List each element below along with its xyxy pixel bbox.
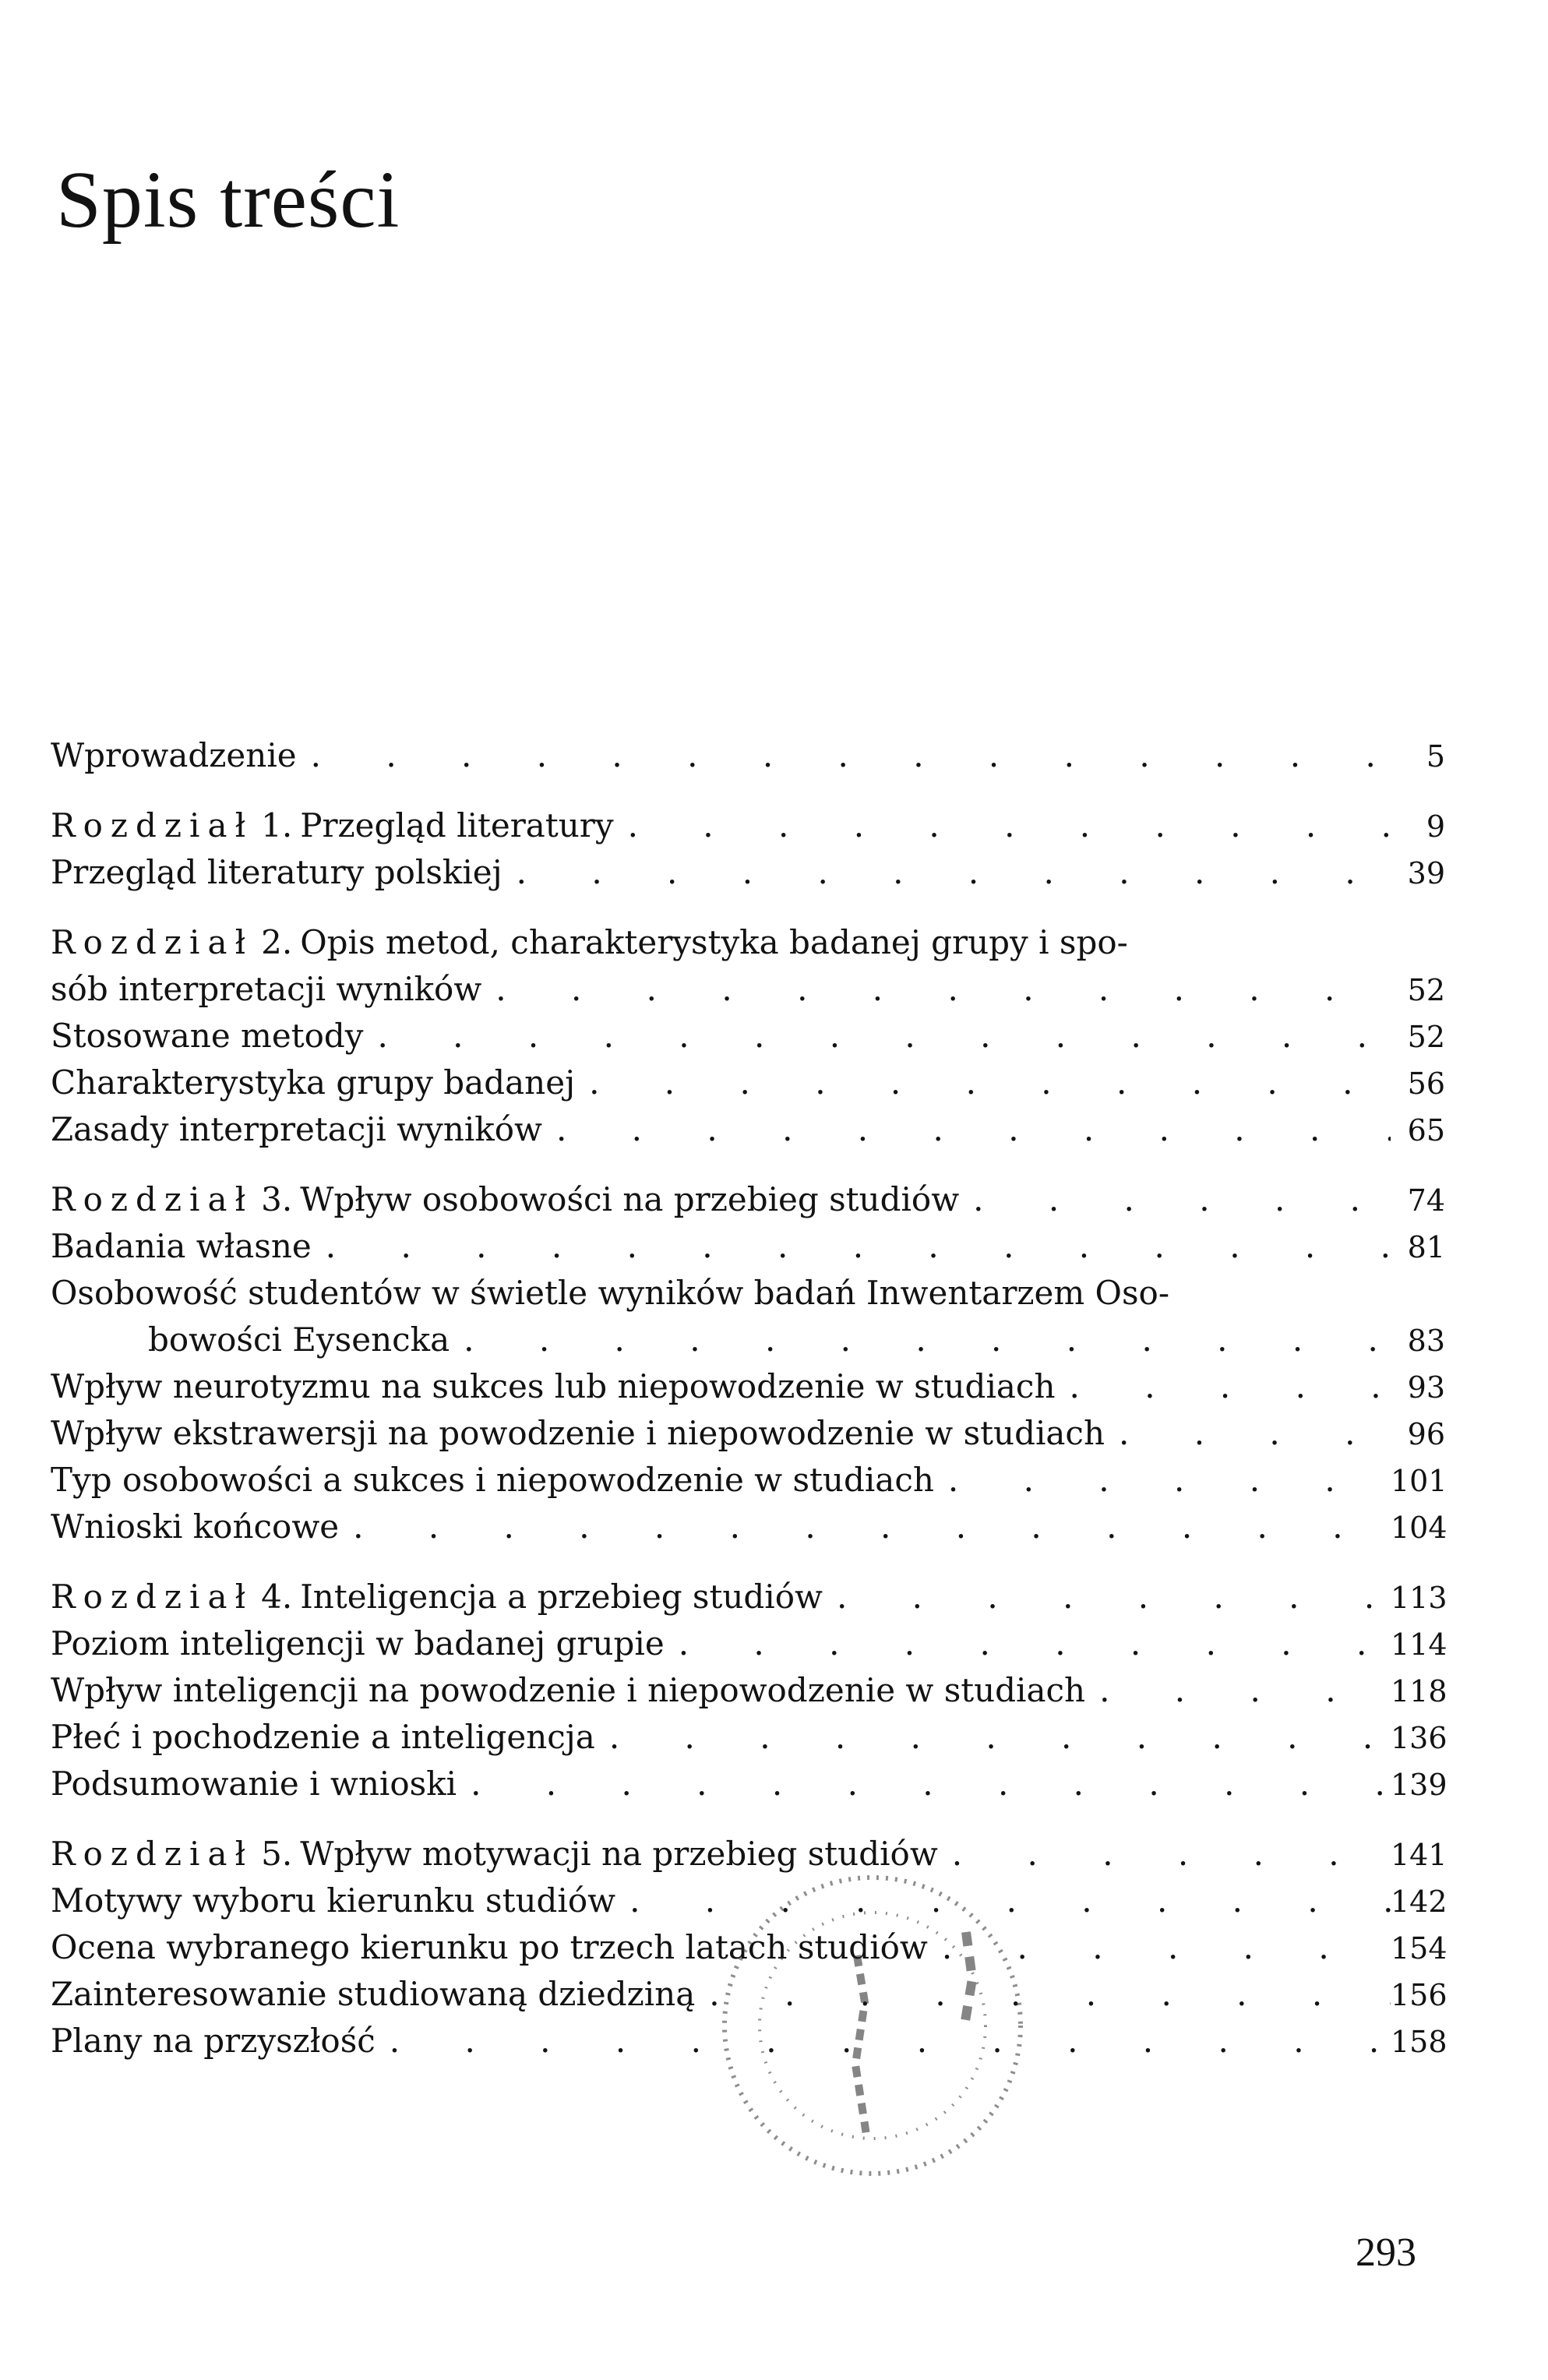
library-stamp-icon	[670, 1807, 1075, 2244]
chapter-number: 1.	[261, 806, 293, 844]
toc-entry	[51, 1504, 1448, 1550]
toc-line	[51, 849, 1445, 896]
dot-leader	[502, 849, 1391, 896]
toc-page-number: 139	[1391, 1768, 1448, 1802]
dot-leader	[297, 732, 1391, 779]
toc-title: Opis metod, charakterystyka badanej grupy i spo-	[300, 923, 1128, 961]
toc-title-continued: sób interpretacji wyników	[51, 970, 482, 1008]
toc-line	[51, 802, 1445, 849]
dot-leader	[823, 1574, 1391, 1620]
toc-entry	[51, 1714, 1448, 1761]
toc-entry	[51, 1457, 1448, 1504]
toc-title: Podsumowanie i wnioski	[51, 1765, 457, 1803]
chapter-label: Rozdział	[51, 1578, 254, 1616]
toc-page-number: 154	[1391, 1931, 1448, 1966]
toc-title: Wpływ neurotyzmu na sukces lub niepowodzenie w studiach	[51, 1367, 1056, 1405]
toc-page-number: 141	[1391, 1838, 1448, 1872]
toc-chapter	[51, 919, 1445, 1013]
dot-leader	[1105, 1410, 1391, 1457]
dot-leader	[575, 1060, 1391, 1106]
chapter-label: Rozdział	[51, 806, 254, 844]
toc-chapter	[51, 1574, 1448, 1620]
toc-title: Motywy wyboru kierunku studiów	[51, 1881, 616, 1920]
toc-line	[51, 1176, 1445, 1223]
dot-leader	[614, 802, 1391, 849]
toc-title: Płeć i pochodzenie a inteligencja	[51, 1718, 595, 1756]
toc-page-number: 65	[1407, 1113, 1445, 1148]
toc-page-number: 52	[1407, 1020, 1445, 1054]
toc-page-number: 83	[1407, 1324, 1445, 1358]
toc-title: Wprowadzenie	[51, 736, 297, 774]
toc-page-number: 9	[1426, 809, 1445, 844]
toc-page-number: 81	[1407, 1230, 1445, 1264]
toc-entry	[51, 1620, 1448, 1667]
dot-leader	[450, 1317, 1391, 1363]
toc-page-number: 101	[1391, 1464, 1448, 1498]
toc-line	[51, 1106, 1445, 1153]
chapter-number: 3.	[261, 1180, 293, 1218]
toc-entry	[51, 1761, 1448, 1807]
dot-leader	[339, 1504, 1391, 1550]
toc-entry	[51, 1013, 1445, 1060]
toc-line	[51, 1761, 1448, 1807]
toc-line	[51, 1574, 1448, 1620]
toc-line	[51, 732, 1445, 779]
toc-chapter	[51, 802, 1445, 849]
toc-page-number: 142	[1391, 1885, 1448, 1919]
toc-title: Poziom inteligencji w badanej grupie	[51, 1624, 665, 1662]
toc-title: Badania własne	[51, 1227, 312, 1265]
toc-line	[51, 1457, 1448, 1504]
toc-line	[51, 1270, 1445, 1317]
chapter-label: Rozdział	[51, 1835, 254, 1873]
toc-title: Ocena wybranego kierunku po trzech latach studiów	[51, 1928, 928, 1966]
toc-title: Plany na przyszłość	[51, 2022, 376, 2060]
page-title: Spis treści	[56, 155, 400, 245]
toc-title-continued: bowości Eysencka	[148, 1320, 450, 1359]
toc-title: Inteligencja a przebieg studiów	[300, 1578, 823, 1616]
toc-page-number: 113	[1391, 1581, 1448, 1615]
toc-page-number: 56	[1407, 1067, 1445, 1101]
dot-leader	[665, 1620, 1391, 1667]
toc-title: Osobowość studentów w świetle wyników badań Inwentarzem Oso-	[51, 1274, 1170, 1312]
page-number: 293	[1356, 2230, 1416, 2275]
toc-entry	[51, 732, 1445, 779]
toc-page-number: 156	[1391, 1978, 1448, 2012]
dot-leader	[363, 1013, 1391, 1060]
toc-title: Wpływ ekstrawersji na powodzenie i niepowodzenie w studiach	[51, 1414, 1105, 1452]
chapter-label: Rozdział	[51, 923, 254, 961]
toc-entry	[51, 1363, 1445, 1410]
toc-line	[51, 1013, 1445, 1060]
toc-entry	[51, 849, 1445, 896]
toc-title: Zasady interpretacji wyników	[51, 1110, 542, 1148]
chapter-label: Rozdział	[51, 1180, 254, 1218]
toc-line	[51, 1504, 1448, 1550]
toc-entry	[51, 1060, 1445, 1106]
dot-leader	[1056, 1363, 1391, 1410]
toc-entry	[51, 1223, 1445, 1270]
toc-title: Wpływ osobowości na przebieg studiów	[300, 1180, 960, 1218]
toc-title: Wnioski końcowe	[51, 1507, 340, 1546]
dot-leader	[934, 1457, 1391, 1504]
toc-page-number: 158	[1391, 2025, 1448, 2059]
toc-page-number: 74	[1407, 1183, 1445, 1218]
toc-entry	[51, 1667, 1448, 1714]
toc-title: Stosowane metody	[51, 1017, 364, 1055]
toc-page-number: 96	[1407, 1417, 1445, 1451]
toc-line	[51, 1620, 1448, 1667]
toc-line	[51, 1410, 1445, 1457]
dot-leader	[959, 1176, 1391, 1223]
toc-title: Wpływ inteligencji na powodzenie i niepowodzenie w studiach	[51, 1671, 1086, 1709]
toc-line	[51, 919, 1445, 966]
toc-page-number: 118	[1391, 1674, 1448, 1708]
toc-title: Typ osobowości a sukces i niepowodzenie w studiach	[51, 1461, 934, 1499]
toc-title: Wpływ motywacji na przebieg studiów	[300, 1835, 938, 1873]
chapter-number: 4.	[261, 1578, 293, 1616]
toc-entry	[51, 1410, 1445, 1457]
dot-leader	[595, 1714, 1391, 1761]
toc-line	[51, 1667, 1448, 1714]
toc-title: Przegląd literatury	[300, 806, 614, 844]
toc-title: Przegląd literatury polskiej	[51, 853, 502, 891]
toc-page-number: 93	[1407, 1370, 1445, 1405]
toc-line	[51, 1363, 1445, 1410]
dot-leader	[481, 966, 1391, 1013]
toc-page-number: 136	[1391, 1721, 1448, 1755]
toc-page-number: 52	[1407, 973, 1445, 1007]
dot-leader	[312, 1223, 1391, 1270]
dot-leader	[1085, 1667, 1391, 1714]
chapter-number: 2.	[261, 923, 293, 961]
toc-title: Zainteresowanie studiowaną dziedziną	[51, 1975, 696, 2013]
toc-page-number: 5	[1426, 739, 1445, 774]
toc-page-number: 114	[1391, 1627, 1448, 1662]
toc-entry	[51, 1106, 1445, 1153]
toc-entry	[51, 1270, 1445, 1363]
toc-line	[51, 966, 1445, 1013]
toc-line	[51, 1223, 1445, 1270]
toc-line	[51, 1317, 1445, 1363]
dot-leader	[457, 1761, 1391, 1807]
toc-page-number: 104	[1391, 1511, 1448, 1545]
toc-title: Charakterystyka grupy badanej	[51, 1063, 576, 1102]
dot-leader	[542, 1106, 1391, 1153]
chapter-number: 5.	[261, 1835, 293, 1873]
toc-line	[51, 1060, 1445, 1106]
toc-page-number: 39	[1407, 856, 1445, 890]
toc-chapter	[51, 1176, 1445, 1223]
toc-line	[51, 1714, 1448, 1761]
